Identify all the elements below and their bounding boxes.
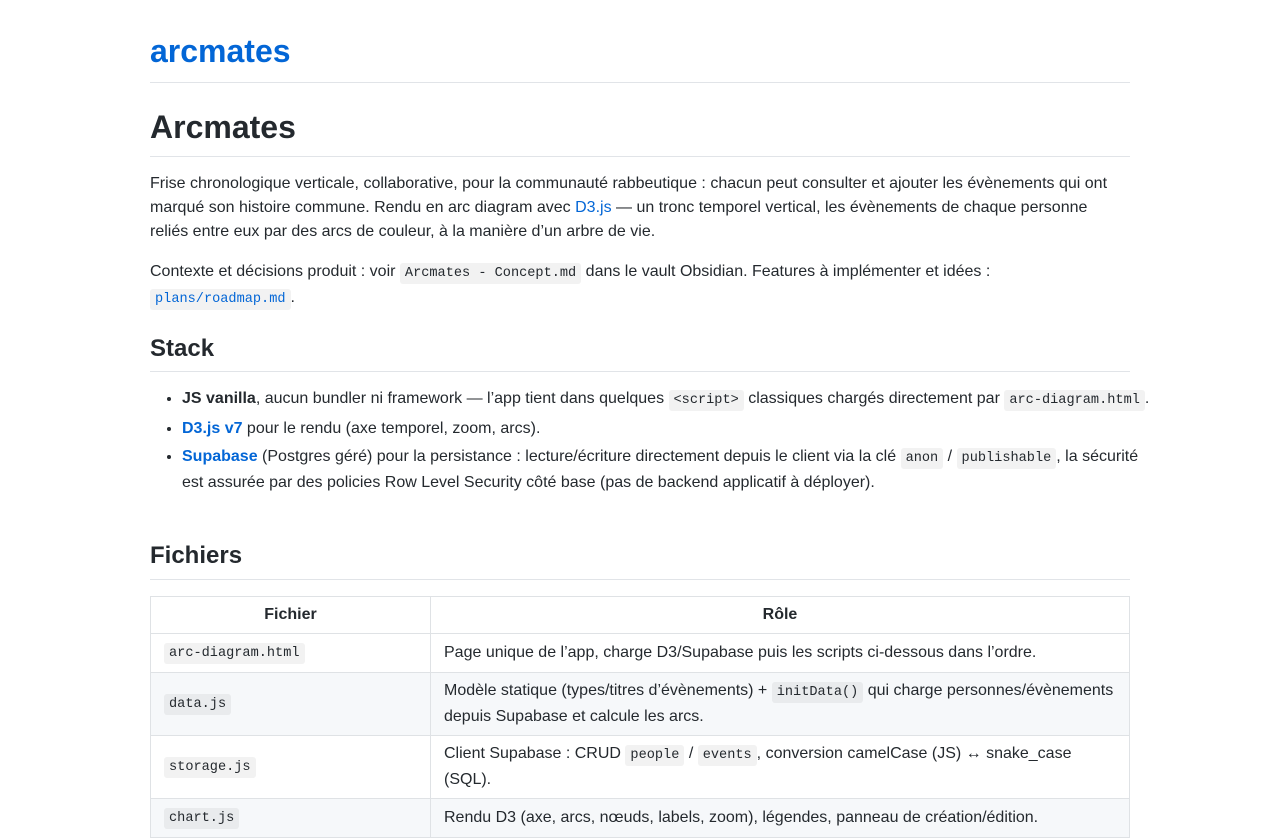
role-cell: Modèle statique (types/titres d’évènements) + initData() qui charge personnes/évènements depuis Supabase et calcule les arcs. (431, 673, 1130, 736)
files-heading: Fichiers (150, 542, 243, 569)
stack-list (150, 387, 1162, 499)
file-cell: data.js (151, 673, 431, 736)
site-title-link[interactable]: arcmates (150, 33, 291, 69)
stack-divider (150, 371, 1130, 372)
intro-paragraph: Frise chronologique verticale, collaborative, pour la communauté rabbeutique : chacun peut consulter et ajouter les évènements qui ont marqué son histoire commune. Rendu en arc diagram avec D3.js — un tronc temporel vertical, les évènements de chaque personne reliés entre eux par des arcs de couleur, à la manière d’un arbre de vie. (150, 175, 1108, 240)
column-header-role: Rôle (431, 597, 1130, 634)
table-row (151, 673, 1130, 736)
list-item: • Supabase (Postgres géré) pour la persistance : lecture/écriture directement depuis le client via la clé anon / publishable , la sécurité est assurée par des policies Row Level Security côté base (pas de backend applicatif à déployer). (182, 445, 1162, 495)
concept-file-code: Arcmates - Concept.md (400, 263, 581, 284)
file-cell: chart.js (151, 799, 431, 838)
file-cell: storage.js (151, 736, 431, 799)
files-table (150, 596, 1130, 838)
role-cell: Page unique de l’app, charge D3/Supabase puis les scripts ci-dessous dans l’ordre. (431, 634, 1130, 673)
title-divider (150, 156, 1130, 157)
site-title (150, 0, 1130, 70)
stack-heading: Stack (150, 335, 215, 362)
context-paragraph: Contexte et décisions produit : voir Arcmates - Concept.md dans le vault Obsidian. Features à implémenter et idées : plans/roadmap.md . (150, 260, 1130, 312)
table-row (151, 799, 1130, 838)
table-row (151, 634, 1130, 673)
role-cell: Rendu D3 (axe, arcs, nœuds, labels, zoom), légendes, panneau de création/édition. (431, 799, 1130, 838)
roadmap-link[interactable]: plans/roadmap.md (150, 289, 291, 306)
d3-v7-link[interactable]: D3.js v7 (182, 420, 243, 437)
table-header-row (151, 597, 1130, 634)
files-divider (150, 579, 1130, 580)
list-item: • JS vanilla, aucun bundler ni framework — l’app tient dans quelques <script> classiques chargés directement par arc-diagram.html . (182, 387, 1162, 413)
role-cell: Client Supabase : CRUD people / events , conversion camelCase (JS) ↔ snake_case (SQL). (431, 736, 1130, 799)
column-header-file: Fichier (151, 597, 431, 634)
page-title: Arcmates (150, 109, 296, 145)
header-divider (150, 82, 1130, 83)
supabase-link[interactable]: Supabase (182, 448, 258, 465)
d3-link[interactable]: D3.js (575, 199, 612, 216)
file-cell: arc-diagram.html (151, 634, 431, 673)
table-row (151, 736, 1130, 799)
readme-page (150, 0, 1150, 826)
list-item: • D3.js v7 pour le rendu (axe temporel, zoom, arcs). (182, 417, 1162, 441)
